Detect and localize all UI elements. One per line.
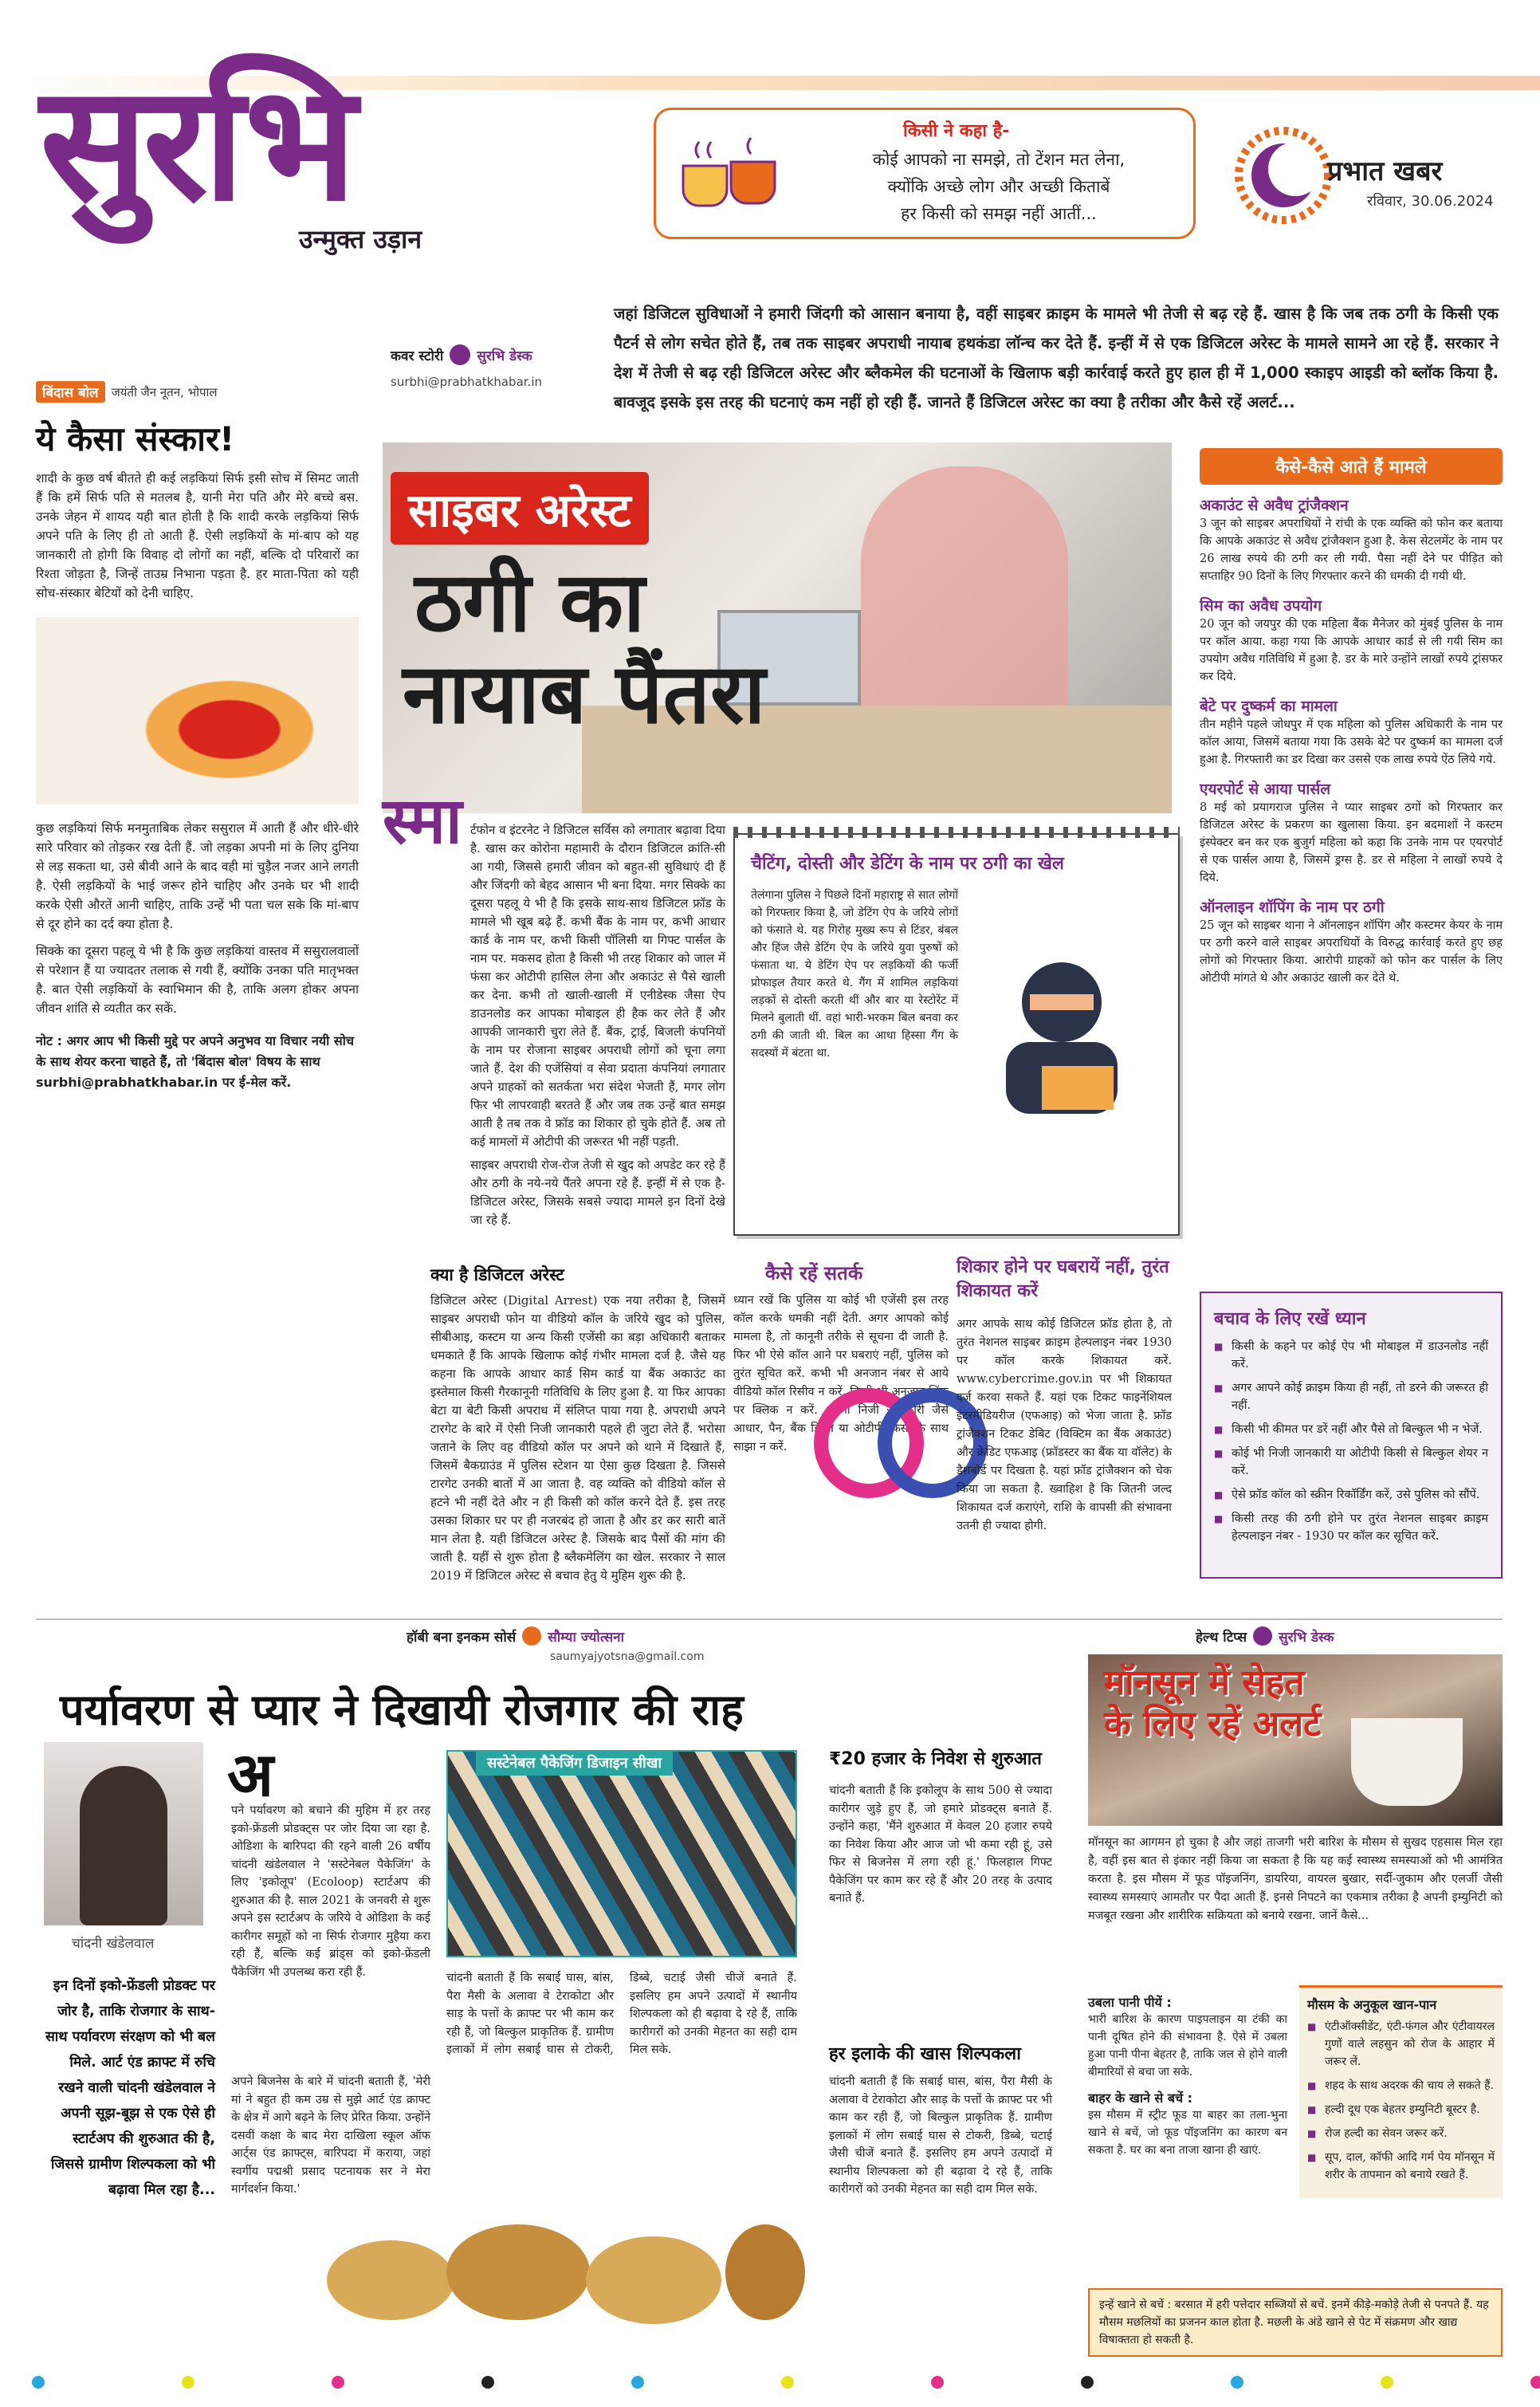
- registration-dot: [781, 2376, 794, 2389]
- cover-lead-2: साइबर अपराधी रोज-रोज तेजी से खुद को अपडेट कर रहे हैं और ठगी के नये-नये पैंतरे अपना रहे हैं. इन्हीं में से एक है- डिजिटल अरेस्ट, जिसके सबसे ज्यादा मामले इन दिनों देखे जा रहे हैं.: [470, 1158, 725, 1227]
- masthead-tagline: उन्मुक्त उड़ान: [299, 224, 422, 254]
- paper-name: प्रभात खबर: [1327, 155, 1443, 187]
- report-text: अगर आपके साथ कोई डिजिटल फ्रॉड होता है, तो तुरंत नेशनल साइबर क्राइम हेल्पलाइन नंबर 1930 पर कॉल करके शिकायत करें. www.cybercrime.gov.in पर भी शिकायत दर्ज करवा सकते हैं. यहां एक टिकट फाइनेंशियल इंटरमीडियरीज (एफआइ) को भेजा जाता है. फ्रॉड ट्रांजैक्शन टिकट डेबिट (विक्टिम का बैंक अकाउंट) और क्रेडिट एफआइ (फ्रॉडस्टर का बैंक या वॉलेट) के डैशबोर्ड पर दिखता है. यहां फ्रॉड ट्रांजैक्शन को चेक किया जा सकता है. ख्वाहिश है कि जितनी जल्द शिकायत दर्ज कराएंगे, राशि के वापसी की संभावना उतनी ही ज्यादा होगी.: [957, 1318, 1172, 1532]
- sanskar-note: नोट : अगर आप भी किसी मुद्दे पर अपने अनुभव या विचार नयी सोच के साथ शेयर करना चाहते हैं, तो 'बिंदास बोल' विषय के साथ surbhi@prabhatkhabar.in पर ई-मेल करें.: [36, 1033, 355, 1090]
- baskets-illustration: [319, 2153, 813, 2336]
- registration-dot: [1231, 2376, 1243, 2389]
- notebook-spiral: [733, 827, 1180, 838]
- safety-box: [1200, 1292, 1503, 1579]
- health-col2-head: मौसम के अनुकूल खान-पान: [1307, 1997, 1437, 2012]
- business-author: सौम्या ज्योत्सना: [548, 1629, 625, 1646]
- cover-dropcap: स्मा: [383, 784, 462, 858]
- health-col1-head2: बाहर के खाने से बचें :: [1088, 2090, 1193, 2106]
- chandni-caption: चांदनी खंडेलवाल: [72, 1936, 155, 1952]
- safety-item: ■ किसी तरह की ठगी होने पर तुरंत नेशनल साइबर क्राइम हेल्पलाइन नंबर - 1930 पर कॉल कर सूचित करें.: [1214, 1510, 1488, 1545]
- health-footer: इन्हें खाने से बचें : बरसात में हरी पत्तेदार सब्जियों से बचें. इनमें कीड़े-मकोड़े तेजी से पनपते हैं. यह मौसम मछलियों का प्रजनन काल होता है. मछली के अंडे खाने से पेट में संक्रमण और खाद्य विषाक्तता हो सकती है.: [1088, 2288, 1503, 2357]
- safety-item: ■ ऐसे फ्रॉड कॉल को स्क्रीन रिकॉर्डिंग करें, उसे पुलिस को सौंपें.: [1214, 1486, 1488, 1504]
- health-label: हेल्थ टिप्स: [1196, 1629, 1247, 1646]
- sanskar-text-2: कुछ लड़कियां सिर्फ मनमुताबिक लेकर ससुराल में आती हैं और धीरे-धीरे सारे परिवार को तोड़कर रख देती हैं. जो लड़का अपनी मां के लिए दुनिया से लड़ सकता था, उसे बीवी आने के बाद वही मां चुड़ैल नजर आने लगती है. ऐसी लड़कियों के भाई जरूर होने चाहिए और उनके घर भी शादी करके ऐसी औरतें आनी चाहिए, ताकि उन्हें भी पता चल सके कि मां-बाप से दूर होने का दर्द क्या होता है.: [36, 821, 359, 931]
- quote-head: किसी ने कहा है-: [903, 121, 1010, 141]
- business-text-3: चांदनी बताती हैं कि इकोलूप के साथ 500 से ज्यादा कारीगर जुड़े हुए हैं, जो हमारे प्रोडक्ट्स बनाते हैं. उन्होंने कहा, 'मैंने शुरुआत में केवल 20 हजार रुपये का निवेश किया और आज जो भी कमा रही हूं, उसे फिर से बिजनेस में लगा रही हूं.' फिलहाल गिफ्ट पैकेजिंग पर काम कर रहे हैं और 20 तरह के उत्पाद बनाते हैं.: [829, 1784, 1052, 1905]
- masthead: [0, 0, 1540, 303]
- health-item: ■ सूप, दाल, कॉफी आदि गर्म पेय मॉनसून में शरीर के तापमान को बनाये रखते हैं.: [1307, 2149, 1495, 2184]
- cover-lead: र्टफोन व इंटरनेट ने डिजिटल सर्विस को लगातार बढ़ावा दिया है. खास कर कोरोना महामारी के दौरान डिजिटल क्रांति-सी आ गयी, जिससे हमारी जीवन को बहुत-सी सुविधाएं दी हैं और जिंदगी को बेहद आसान भी बना दिया. मगर सिक्के का दूसरा पहलू ये भी है कि इसके साथ-साथ डिजिटल फ्रॉड के मामले भी खूब बढ़े हैं. कभी बैंक के नाम पर, कभी आधार कार्ड के नाम पर, कभी किसी पॉलिसी या गिफ्ट पार्सल के नाम पर. मकसद होता है किसी भी तरह शिकार को जाल में फंसा कर ओटीपी हासिल लेना और अकाउंट से पैसे खाली कर देना. कभी तो खाली-खाली में एनीडेस्क जैसा ऐप डाउनलोड कर आपका मोबाइल ही हैक कर लेते हैं और आपकी जानकारी चुरा लेते हैं. बैंक, ट्राई, बिजली कंपनियों के नाम पर रोजाना साइबर अपराधी लोगों को चूना लगा जाते हैं. देश की एजेंसियां व सेवा प्रदाता कंपनियां लगातार अपने ग्राहकों को सतर्कता भरा संदेश भेजती हैं, मगर लोग फिर भी लापरवाही बरतते हैं और जब तक उन्हें बात समझ आती है तब तक वे फ्रॉड का शिकार हो चुके होते हैं. अब तो कई मामलों में ओटीपी की जरूरत भी नहीं पड़ती.: [470, 823, 725, 1149]
- registration-dot: [32, 2376, 45, 2389]
- registration-dot: [931, 2376, 944, 2389]
- cover-email: surbhi@prabhatkhabar.in: [391, 375, 542, 389]
- cover-label-text: कवर स्टोरी: [391, 348, 444, 364]
- safety-title: बचाव के लिए रखें ध्यान: [1214, 1309, 1366, 1329]
- quote-line: क्योंकि अच्छे लोग और अच्छी किताबें: [887, 177, 1110, 196]
- business-text-1: पने पर्यावरण को बचाने की मुहिम में हर तरह इको-फ्रेंडली प्रोडक्ट्स पर जोर दिया जा रहा है. ओडिशा के बारिपदा की रहने वाली 26 वर्षीय चांदनी खंडेलवाल ने 'सस्टेनेबल पैकेजिंग' के लिए 'इकोलूप' (Ecoloop) स्टार्टअप की शुरुआत की है. साल 2021 के जनवरी से शुरू अपने इस स्टार्टअप के जरिये वे ओडिशा के कई कारीगर समूहों को ना सिर्फ रोजगार मुहैया करा रही हैं, बल्कि कई ब्रांड्स को इको-फ्रेंडली पैकेजिंग भी उपलब्ध करा रही हैं.: [231, 1804, 430, 1979]
- quote-lines: [811, 146, 1186, 227]
- business-pull: इन दिनों इको-फ्रेंडली प्रोडक्ट पर जोर है, ताकि रोजगार के साथ-साथ पर्यावरण संरक्षण को भी बल मिले. आर्ट एंड क्राफ्ट में रुचि रखने वाली चांदनी खंडेलवाल ने अपनी सूझ-बूझ से एक ऐसे ही स्टार्टअप की शुरुआत की है, जिससे ग्रामीण शिल्पकला को भी बढ़ावा मिल रहा है...: [45, 1978, 215, 2198]
- case-head: एयरपोर्ट से आया पार्सल: [1200, 781, 1331, 798]
- chandni-photo: [44, 1742, 203, 1925]
- pack-title: सस्टेनेबल पैकेजिंग डिजाइन सीखा: [476, 1750, 673, 1776]
- section-divider: [36, 1618, 1503, 1620]
- craft-head: हर इलाके की खास शिल्पकला: [829, 2044, 1021, 2064]
- case-head: बेटे पर दुष्कर्म का मामला: [1200, 698, 1338, 715]
- cover-headline-2: नायाब पैंतरा: [403, 645, 766, 742]
- what-head: क्या है डिजिटल अरेस्ट: [430, 1265, 564, 1284]
- cases-title: कैसे-कैसे आते हैं मामले: [1200, 448, 1503, 485]
- health-col-2: [1299, 1985, 1503, 2198]
- dating-head: चैटिंग, दोस्ती और डेटिंग के नाम पर ठगी का खेल: [751, 854, 1064, 874]
- safety-item: ■ किसी के कहने पर कोई ऐप भी मोबाइल में डाउनलोड नहीं करें.: [1214, 1338, 1488, 1373]
- business-label-row: [407, 1626, 624, 1646]
- health-label-row: [1196, 1626, 1334, 1646]
- business-text-2: अपने बिजनेस के बारे में चांदनी बताती हैं, 'मेरी मां ने बहुत ही कम उम्र से मुझे आर्ट एंड क्राफ्ट के क्षेत्र में आगे बढ़ने के लिए प्रेरित किया. उन्होंने दसवीं कक्षा के बाद मेरा दाखिला स्कूल ऑफ आर्ट्स एंड क्राफ्ट्स, बारिपदा में कराया, जहां स्वर्गीय पद्मश्री प्रसाद पटनायक सर ने मेरा मार्गदर्शन किया.': [231, 2075, 430, 2196]
- safety-item: ■ किसी भी कीमत पर डरें नहीं और पैसे तो बिल्कुल भी न भेजें.: [1214, 1421, 1488, 1438]
- case-text: 8 मई को प्रयागराज पुलिस ने प्यार साइबर ठगों को गिरफ्तार कर डिजिटल अरेस्ट के प्रकरण का खुलासा किया. इन बदमाशों ने कस्टम इंस्पेक्टर बन कर एक बुजुर्ग महिला को कहा कि उनके नाम पर एयरपोर्ट से एक पार्सल आया है, जिसमें ड्रग्स है. डर से महिला ने लाखों रुपये दे दिये.: [1200, 801, 1503, 884]
- paper-logo: [1220, 108, 1514, 243]
- sanskar-text-1: शादी के कुछ वर्ष बीतते ही कई लड़कियां सिर्फ इसी सोच में सिमट जाती हैं कि हमें सिर्फ पति से मतलब है, यानी मेरा पति और मेरे बच्चे बस. उनके जेहन में शायद यही बात होती है कि शादी करके लड़कियां सिर्फ अपने पति के लिए ही तो आती हैं. ऐसी लड़कियों के मां-बाप को यह जानकारी तो होगी कि विवाह दो लोगों का नहीं, बल्कि दो परिवारों का रिश्ता जोड़ता है, जिन्हें ताउम्र निभाना पड़ता है. हर माता-पिता को यही सोच-संस्कार बेटियों को देनी चाहिए.: [36, 471, 359, 600]
- health-headline: मॉनसून में सेहत के लिए रहें अलर्ट: [1104, 1662, 1322, 1744]
- case-text: 20 जून को जयपुर की एक महिला बैंक मैनेजर को मुंबई पुलिस के नाम पर कॉल आया. कहा गया कि आपके आधार कार्ड से ली गयी सिम का उपयोग अवैध गतिविधि में हुआ है. डर के मारे उन्होंने लाखों रुपये ट्रांसफर कर दिये.: [1200, 618, 1503, 683]
- sanskar-label: बिंदास बोल: [36, 381, 105, 403]
- health-list: [1307, 2018, 1495, 2184]
- what-text: डिजिटल अरेस्ट (Digital Arrest) एक नया तरीका है, जिसमें साइबर अपराधी फोन या वीडियो कॉल के जरिये खुद को पुलिस, सीबीआइ, कस्टम या अन्य किसी एजेंसी का बड़ा अधिकारी बताकर धमकाते हैं कि आपके खिलाफ कोई गंभीर मामला दर्ज है. जैसे यह कहना कि आपके आधार कार्ड सिम कार्ड या बैंक अकाउंट का इस्तेमाल किसी गैरकानूनी गतिविधि के लिए हुआ है. या फिर आपका बेटा या बेटी किसी अपराध में संलिप्त पाया गया है. अपराधी अपने टारगेट के बारे में ऐसी निजी जानकारी पहले ही जुटा लेते हैं. भरोसा जताने के लिए वह वीडियो कॉल पर अपने को थाने में दिखाते हैं, जिसमें बैकग्राउंड में पुलिस स्टेशन या ऐसा कुछ दिखता है. जिससे टारगेट उनकी बातों में आ जाता है. वह व्यक्ति को वीडियो कॉल से हटने भी नहीं देते और न ही किसी को कॉल करने देते हैं. इस तरह उसका शिकार घर पर ही नजरबंद हो जाता है और डर कर सारी बातें मान लेता है. यही डिजिटल अरेस्ट है. जिसके बाद पैसों की मांग की जाती है. यहीं से शुरू होता है ब्लैकमेलिंग का खेल. सरकार ने साल 2019 में डिजिटल अरेस्ट से बचाव हेतु ये मुहिम शुरू की है.: [430, 1293, 725, 1583]
- safety-item: ■ कोई भी निजी जानकारी या ओटीपी किसी से बिल्कुल शेयर न करें.: [1214, 1445, 1488, 1480]
- cases-list: [1200, 494, 1503, 987]
- cup-icon: [1351, 1718, 1463, 1806]
- business-headline: पर्यावरण से प्यार ने दिखायी रोजगार की राह: [60, 1685, 744, 1735]
- business-label: हॉबी बना इनकम सोर्स: [407, 1629, 517, 1646]
- quote-line: कोई आपको ना समझे, तो टेंशन मत लेना,: [872, 150, 1126, 169]
- registration-dot: [1081, 2376, 1094, 2389]
- health-desk-icon: [1253, 1626, 1272, 1646]
- case-head: अकाउंट से अवैध ट्रांजैक्शन: [1200, 497, 1349, 514]
- tea-cups-icon: [675, 134, 795, 214]
- health-col1-text: भारी बारिश के कारण पाइपलाइन या टंकी का पानी दूषित होने की संभावना है. ऐसे में उबला हुआ पानी पीना बेहतर है, ताकि जल से होने वाली बीमारियों से बचा जा सके.: [1088, 2013, 1287, 2079]
- hacker-icon: [966, 930, 1157, 1122]
- health-item: ■ शहद के साथ अदरक की चाय ले सकते हैं.: [1307, 2077, 1495, 2094]
- health-item: ■ हल्दी दूध एक बेहतर इम्युनिटी बूस्टर है.: [1307, 2101, 1495, 2118]
- business-email: saumyajyotsna@gmail.com: [550, 1650, 705, 1663]
- cases-box: [1200, 448, 1503, 1277]
- desk-icon: [450, 344, 470, 365]
- dating-text: तेलंगाना पुलिस ने पिछले दिनों महाराष्ट्र से सात लोगों को गिरफ्तार किया है, जो डेटिंग ऐप के जरिये लोगों को फंसाते थे. यह गिरोह मुख्य रूप से टिंडर, बंबल और हिंज जैसे डेटिंग ऐप के जरिये युवा पुरुषों को फंसाता था. ये डेटिंग ऐप पर लड़कियों की फर्जी प्रोफाइल तैयार करते थे. गैंग में शामिल लड़कियां लड़कों से दोस्ती करती थीं और बार या रेस्टोरेंट में मिलने बुलाती थीं. वहां भारी-भरकम बिल बनवा कर ठगी की जाती थी. बिल का आधा हिस्सा गैंग के सदस्यों में बंटता था.: [751, 889, 958, 1060]
- pack-photo: [446, 1750, 797, 1957]
- quote-box: [654, 108, 1196, 239]
- case-head: सिम का अवैध उपयोग: [1200, 597, 1322, 615]
- health-lead: मॉनसून का आगमन हो चुका है और जहां ताजगी भरी बारिश के मौसम से सुखद एहसास मिल रहा है, वहीं इस बात से इंकार नहीं किया जा सकता है कि यह कई स्वास्थ्य समस्याओं को भी आमंत्रित करता है. इस मौसम में फूड पॉइजनिंग, डायरिया, वायरल बुखार, सर्दी-जुकाम और एलर्जी जैसी स्वास्थ्य समस्याएं आमतौर पर पैदा आती हैं. इनसे निपटने का एकमात्र तरीका है अपनी इम्युनिटी को मजबूत रखना और शारीरिक सक्रियता को बनाये रखना. जानें कैसे...: [1088, 1836, 1503, 1922]
- case-text: 3 जून को साइबर अपराधियों ने रांची के एक व्यक्ति को फोन कर बताया कि आपके अकाउंट से अवैध ट्रांजैक्शन हुआ है. केस सेटलमेंट के नाम पर 26 लाख रुपये की ठगी कर ली गयी. पैसा नहीं देने पर पीड़ित को सप्ताहिर 90 दिनों के लिए गिरफ्तार करने की धमकी दी गयी थी.: [1200, 517, 1503, 583]
- case-text: 25 जून को साइबर थाना ने ऑनलाइन शॉपिंग और कस्टमर केयर के नाम पर ठगी करने वाले साइबर अपराधियों के विरुद्ध कार्रवाई करते हुए छह लोगों को गिरफ्तार किया. आरोपी ग्राहकों को फोन कर पार्सल के लिए ओटीपी मांगते थे और अकाउंट खाली कर देते थे.: [1200, 919, 1503, 985]
- masthead-logo: सुरभि: [40, 49, 352, 237]
- sanskar-text-3: सिक्के का दूसरा पहलू ये भी है कि कुछ लड़कियां वास्तव में ससुरालवालों से परेशान हैं या ज्यादतर तलाक से गयी हैं, क्योंकि उनका पति मातृभक्त है. बात ऐसी लड़कियों के स्वाभिमान की है, ताकि अलग होकर अपना जीवन शांति से व्यतीत कर सकें.: [36, 944, 359, 1016]
- author-icon: [522, 1626, 541, 1646]
- person-silhouette: [80, 1766, 167, 1925]
- health-col-1: [1088, 1993, 1287, 2159]
- business-dropcap: अ: [227, 1739, 274, 1810]
- health-col1-head: उबला पानी पीयें :: [1088, 1995, 1172, 2010]
- invest-head: ₹20 हजार के निवेश से शुरुआत: [829, 1749, 1042, 1769]
- safety-item: ■ अगर आपने कोई क्राइम किया ही नहीं, तो डरने की जरूरत ही नहीं.: [1214, 1379, 1488, 1414]
- business-text-extra: [446, 1969, 797, 2145]
- alert-head: कैसे रहें सतर्क: [765, 1262, 863, 1284]
- safety-list: [1214, 1338, 1488, 1545]
- registration-dot: [1381, 2376, 1393, 2389]
- sanskar-author: जयंती जैन नूतन, भोपाल: [111, 384, 218, 399]
- health-item: ■ रोज हल्दी का सेवन जरूर करें.: [1307, 2125, 1495, 2142]
- alert-text: ध्यान रखें कि पुलिस या कोई भी एजेंसी इस तरह कॉल करके धमकी नहीं देती. अगर आपको कोई मामला है, तो कानूनी तरीके से सूचना दी जाती है. फिर भी ऐसे कॉल आने पर घबराएं नहीं, पुलिस को तुरंत सूचित करें. कभी भी अनजान नंबर से आये वीडियो कॉल रिसीव न करें. किसी भी अनजान लिंक पर क्लिक न करें. अपनी निजी जानकारी जैसे आधार, पैन, बैंक डिटेल या ओटीपी किसी के साथ साझा न करें.: [733, 1294, 949, 1453]
- woman-figure: [861, 466, 1068, 730]
- registration-dots: [32, 2376, 1540, 2389]
- health-item: ■ एंटीऑक्सीडेंट, एंटी-फंगल और एंटीवायरल गुणों वाले लहसुन को रोज के आहार में जरूर लें.: [1307, 2018, 1495, 2071]
- case-text: तीन महीने पहले जोधपुर में एक महिला को पुलिस अधिकारी के नाम पर कॉल आया, जिसमें बताया गया कि उसके बेटे पर दुष्कर्म का मामला दर्ज हुआ है. गिरफ्तारी का डर दिखा कर उससे एक लाख रुपये ऐंठ लिये गये.: [1200, 718, 1503, 766]
- health-col1-text2: इस मौसम में स्ट्रीट फूड या बाहर का तला-भुना खाने से बचें, जो फूड पॉइजनिंग का कारण बन सकता है. घर का बना ताजा खाना ही खाएं.: [1088, 2109, 1287, 2157]
- cover-intro: जहां डिजिटल सुविधाओं ने हमारी जिंदगी को आसान बनाया है, वहीं साइबर क्राइम के मामले भी तेजी से बढ़ रहे हैं. खास है कि जब तक ठगी के किसी एक पैटर्न से लोग सचेत होते हैं, तब तक साइबर अपराधी नायाब हथकंडा लॉन्च कर देते हैं. इन्हीं में से एक डिजिटल अरेस्ट के मामले सामने आ रहे हैं. सरकार ने देश में तेजी से बढ़ रही डिजिटल अरेस्ट और ब्लैकमेल की घटनाओं के खिलाफ बड़ी कार्रवाई करते हुए हाल ही में 1,000 स्काइप आइडी को ब्लॉक किया है. बावजूद इसके इस तरह की घटनाएं कम नहीं हो रही हैं. जानते हैं डिजिटल अरेस्ट का क्या है तरीका और कैसे रहें अलर्ट...: [614, 305, 1499, 411]
- registration-dot: [481, 2376, 494, 2389]
- registration-dot: [332, 2376, 344, 2389]
- sanskar-photo: [36, 617, 359, 804]
- sanskar-title: ये कैसा संस्कार!: [36, 419, 235, 458]
- quote-line: हर किसी को समझ नहीं आतीं...: [901, 204, 1097, 223]
- sanskar-column: [36, 381, 359, 1577]
- registration-dot: [631, 2376, 644, 2389]
- craft-text: चांदनी बताती हैं कि सबाई घास, बांस, पैरा मैसी के अलावा वे टेराकोटा और साड़ के पत्तों के क्राफ्ट पर भी काम कर रही हैं, जो बिल्कुल प्राकृतिक हैं. ग्रामीण इलाकों में लोग सबाई घास से टोकरी, डिब्बे, चटाई जैसी चीजें बनाते हैं. इसलिए हम अपने उत्पादों में स्थानीय शिल्पकला को ही बढ़ावा दे रहे हैं, ताकि कारीगरों को उनकी मेहनत का सही दाम मिल सके.: [829, 2075, 1052, 2196]
- cover-banner: साइबर अरेस्ट: [391, 472, 649, 545]
- business-text-extra-body: चांदनी बताती हैं कि सबाई घास, बांस, पैरा मैसी के अलावा वे टेराकोटा और साड़ के पत्तों के क्राफ्ट पर भी काम कर रही हैं, जो बिल्कुल प्राकृतिक हैं. ग्रामीण इलाकों में लोग सबाई घास से टोकरी, डिब्बे, चटाई जैसी चीजें बनाते हैं. इसलिए हम अपने उत्पादों में स्थानीय शिल्पकला को ही बढ़ावा दे रहे हैं, ताकि कारीगरों को उनकी मेहनत का सही दाम मिल सके.: [446, 1972, 797, 2056]
- report-head: शिकार होने पर घबरायें नहीं, तुरंत शिकायत करें: [957, 1257, 1169, 1301]
- case-head: ऑनलाइन शॉपिंग के नाम पर ठगी: [1200, 899, 1385, 916]
- registration-dot: [1530, 2376, 1540, 2389]
- health-desk: सुरभि डेस्क: [1279, 1629, 1334, 1646]
- cover-headline-1: ठगी का: [414, 553, 645, 651]
- cover-desk: सुरभि डेस्क: [477, 348, 532, 364]
- paper-date: रविवार, 30.06.2024: [1367, 193, 1494, 210]
- cover-label: [391, 344, 532, 365]
- dating-box: [733, 833, 1180, 1236]
- sanskar-label-row: [36, 381, 359, 403]
- registration-dot: [182, 2376, 194, 2389]
